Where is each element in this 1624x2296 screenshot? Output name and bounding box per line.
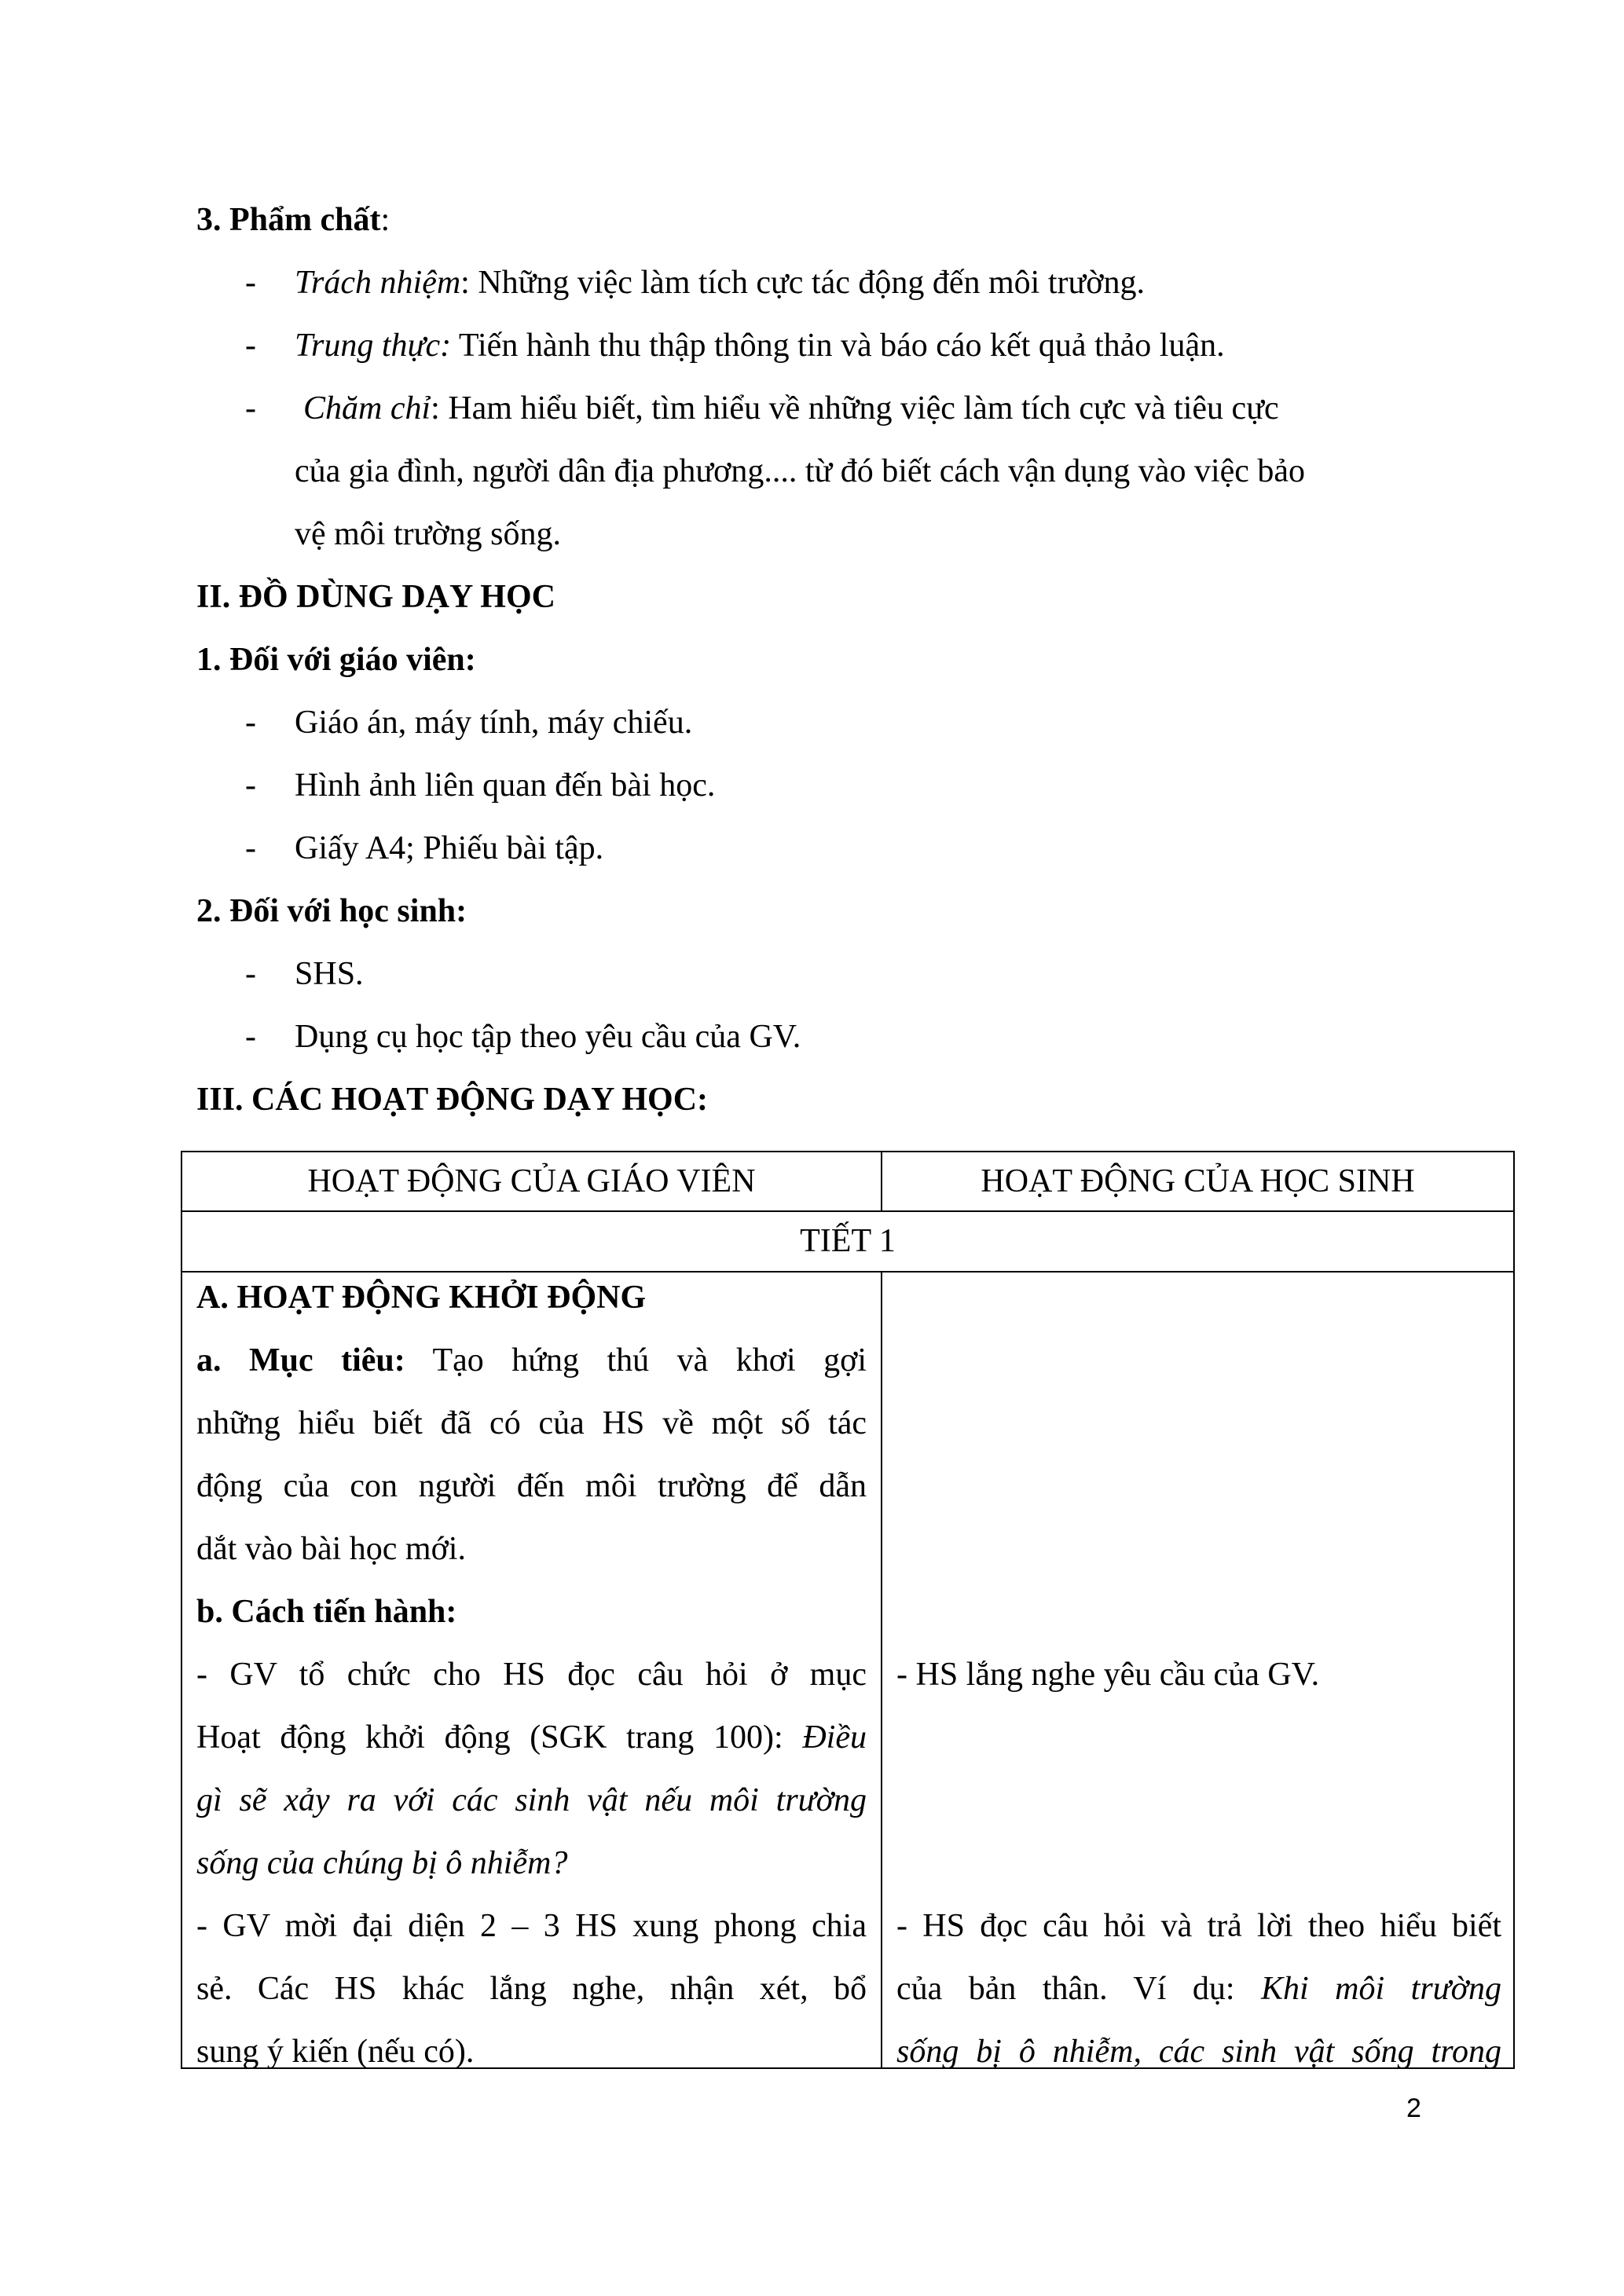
student-activity-cell xyxy=(882,1272,1514,2068)
table-header-row xyxy=(181,1152,1514,1211)
procedure-line: Hoạt động khởi động (SGK trang 100): Điều xyxy=(196,1719,867,1756)
bullet-dash: - xyxy=(245,705,256,741)
muc-tieu-line: những hiểu biết đã có của HS về một số tác xyxy=(196,1405,867,1441)
student-response-line: - HS đọc câu hỏi và trả lời theo hiểu biết xyxy=(896,1908,1501,1944)
procedure-line: - GV tổ chức cho HS đọc câu hỏi ở mục xyxy=(196,1657,867,1693)
tiet-label: TIẾT 1 xyxy=(181,1211,1514,1272)
teacher-item: Giấy A4; Phiếu bài tập. xyxy=(295,830,604,866)
teacher-activity-cell xyxy=(181,1272,882,2068)
subheading-hoc-sinh: 2. Đối với học sinh: xyxy=(196,893,467,929)
table-row xyxy=(181,1272,1514,2068)
student-response-line: sống bị ô nhiễm, các sinh vật sống trong xyxy=(896,2034,1501,2070)
page-number: 2 xyxy=(1406,2093,1421,2123)
bullet-dash: - xyxy=(245,767,256,804)
bullet-dash: - xyxy=(245,956,256,992)
section-heading-hoat-dong: III. CÁC HOẠT ĐỘNG DẠY HỌC: xyxy=(196,1082,709,1118)
list-item-trach-nhiem: Trách nhiệm: Những việc làm tích cực tác động đến môi trường. xyxy=(295,265,1145,301)
student-response-line: - HS lắng nghe yêu cầu của GV. xyxy=(896,1657,1320,1693)
subheading-giao-vien: 1. Đối với giáo viên: xyxy=(196,642,476,678)
bullet-dash: - xyxy=(245,328,256,364)
muc-tieu-line: động của con người đến môi trường để dẫn xyxy=(196,1468,867,1504)
student-response-line: của bản thân. Ví dụ: Khi môi trường xyxy=(896,1971,1501,2007)
procedure-line: gì sẽ xảy ra với các sinh vật nếu môi trường xyxy=(196,1782,867,1818)
section-heading-pham-chat: 3. Phẩm chất: xyxy=(196,202,390,238)
list-item-cham-chi-line3: vệ môi trường sống. xyxy=(295,516,561,552)
procedure-line: sung ý kiến (nếu có). xyxy=(196,2034,475,2070)
student-item: Dụng cụ học tập theo yêu cầu của GV. xyxy=(295,1019,801,1055)
bullet-dash: - xyxy=(245,1019,256,1055)
table-row-tiet xyxy=(181,1211,1514,1272)
teacher-item: Giáo án, máy tính, máy chiếu. xyxy=(295,705,693,741)
procedure-line: - GV mời đại diện 2 – 3 HS xung phong chia xyxy=(196,1908,867,1944)
muc-tieu-line: a. Mục tiêu: Tạo hứng thú và khơi gợi xyxy=(196,1342,867,1379)
bullet-dash: - xyxy=(245,265,256,301)
list-item-cham-chi-line2: của gia đình, người dân địa phương.... từ đó biết cách vận dụng vào việc bảo xyxy=(295,453,1306,489)
muc-tieu-line: dắt vào bài học mới. xyxy=(196,1531,466,1567)
list-item-cham-chi: Chăm chỉ: Ham hiểu biết, tìm hiểu về những việc làm tích cực và tiêu cực xyxy=(303,390,1279,427)
list-item-trung-thuc: Trung thực: Tiến hành thu thập thông tin và báo cáo kết quả thảo luận. xyxy=(295,328,1225,364)
student-item: SHS. xyxy=(295,956,364,992)
column-header-teacher: HOẠT ĐỘNG CỦA GIÁO VIÊN xyxy=(181,1152,882,1211)
procedure-line: sẻ. Các HS khác lắng nghe, nhận xét, bổ xyxy=(196,1971,867,2007)
bullet-dash: - xyxy=(245,390,256,427)
section-heading-do-dung: II. ĐỒ DÙNG DẠY HỌC xyxy=(196,579,555,615)
teacher-item: Hình ảnh liên quan đến bài học. xyxy=(295,767,716,804)
lesson-activity-table xyxy=(181,1151,1515,2069)
procedure-line: sống của chúng bị ô nhiễm? xyxy=(196,1845,568,1881)
column-header-student: HOẠT ĐỘNG CỦA HỌC SINH xyxy=(882,1152,1514,1211)
cach-tien-hanh-heading: b. Cách tiến hành: xyxy=(196,1594,457,1630)
bullet-dash: - xyxy=(245,830,256,866)
activity-heading: A. HOẠT ĐỘNG KHỞI ĐỘNG xyxy=(196,1280,647,1316)
